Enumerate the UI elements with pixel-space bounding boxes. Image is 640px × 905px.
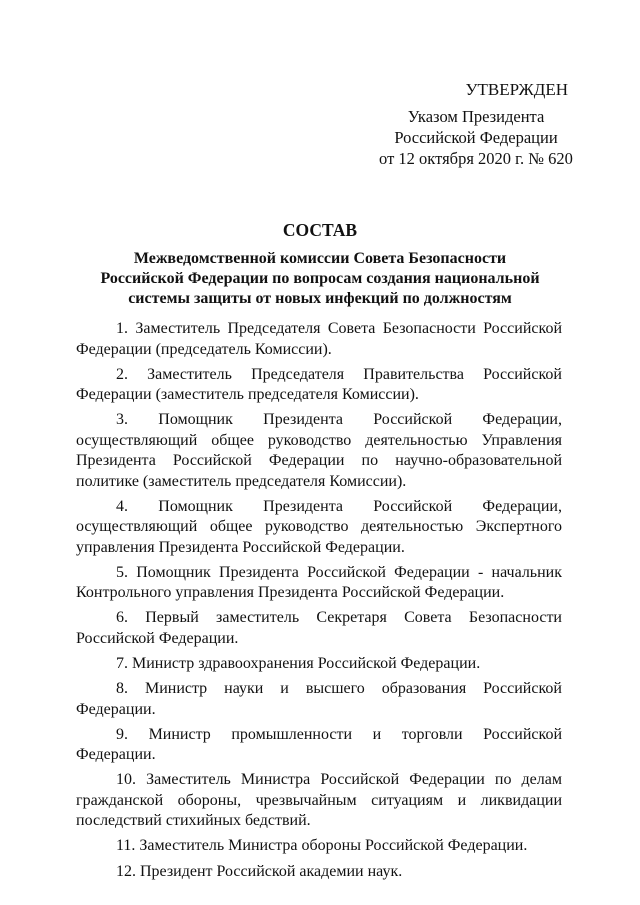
approval-date-line: от 12 октября 2020 г. № 620 (379, 149, 573, 168)
approved-label: УТВЕРЖДЕН (465, 80, 568, 99)
list-item: 3. Помощник Президента Российской Федерации, осуществляющий общее руководство деятельностью Управления Президента Российской Федерации по научно-образовательной политике (заместитель председателя Комиссии). (76, 411, 562, 490)
list-item: 1. Заместитель Председателя Совета Безопасности Российской Федерации (председатель Комиссии). (76, 320, 562, 358)
approval-stamp (344, 79, 574, 169)
list-item: 12. Президент Российской академии наук. (116, 862, 403, 880)
list-item: 10. Заместитель Министра Российской Федерации по делам гражданской обороны, чрезвычайным ситуациям и ликвидации последствий стихийных бедствий. (76, 771, 562, 830)
list-item: 5. Помощник Президента Российской Федерации - начальник Контрольного управления Президента Российской Федерации. (76, 563, 562, 602)
list-item: 2. Заместитель Председателя Правительства Российской Федерации (заместитель председателя Комиссии). (76, 365, 562, 404)
list-item: 9. Министр промышленности и торговли Российской Федерации. (76, 725, 562, 764)
approval-country-line: Российской Федерации (394, 128, 558, 147)
approval-decree-line: Указом Президента (407, 107, 545, 126)
list-item: 7. Министр здравоохранения Российской Федерации. (116, 655, 481, 673)
list-item: 6. Первый заместитель Секретаря Совета Безопасности Российской Федерации. (76, 609, 562, 647)
document-subtitle-line-2: Российской Федерации по вопросам создания национальной (100, 270, 540, 287)
list-item: 11. Заместитель Министра обороны Российской Федерации. (116, 837, 528, 855)
document-heading (70, 219, 570, 309)
list-item: 4. Помощник Президента Российской Федерации, осуществляющий общее руководство деятельностью Экспертного управления Президента Российской Федерации. (76, 497, 562, 556)
document-subtitle-line-1: Межведомственной комиссии Совета Безопасности (133, 250, 507, 267)
document-title: СОСТАВ (282, 220, 358, 240)
members-list (76, 319, 562, 887)
document-subtitle-line-3: системы защиты от новых инфекций по должностям (128, 290, 512, 307)
list-item: 8. Министр науки и высшего образования Российской Федерации. (76, 680, 562, 718)
